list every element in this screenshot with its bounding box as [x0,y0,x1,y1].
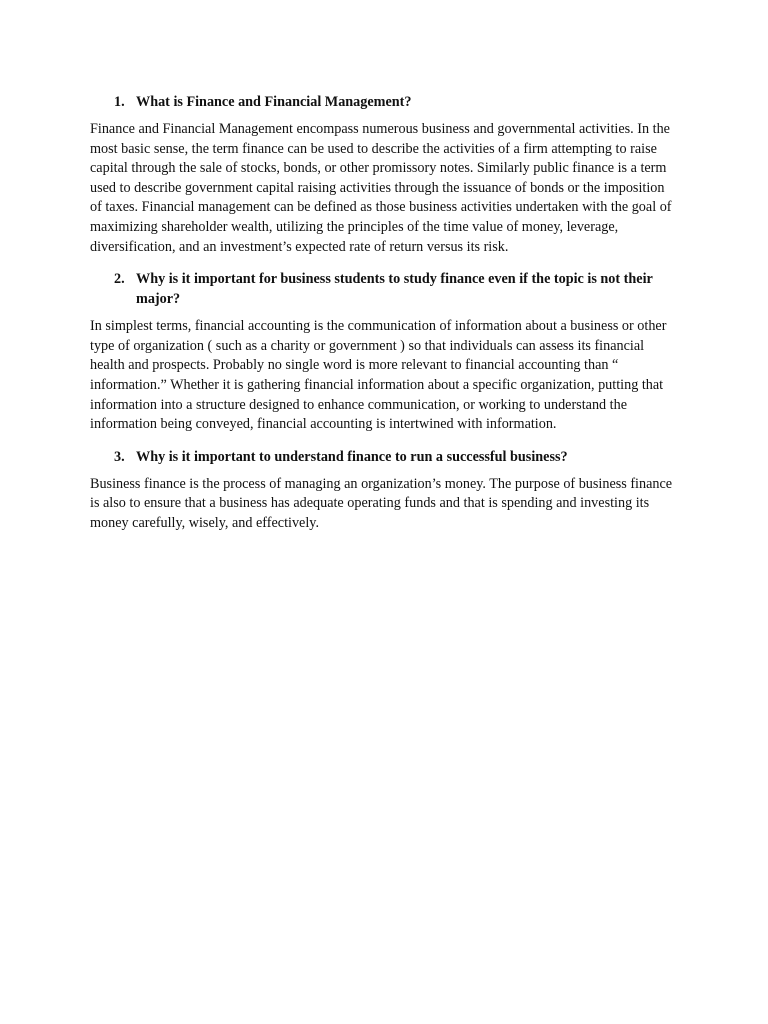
question-text: Why is it important for business students to study finance even if the topic is not their major? [136,271,653,308]
question-heading [90,92,678,112]
question-heading [90,447,678,467]
document-page [90,92,678,546]
answer-paragraph: Finance and Financial Management encompass numerous business and governmental activities. In the most basic sense, the term finance can be used to describe the activities of a firm attempting to raise capital through the sale of stocks, bonds, or other promissory notes. Similarly public finance is a term used to describe government capital raising activities through the issuance of bonds or the imposition of taxes. Financial management can be defined as those business activities undertaken with the goal of maximizing shareholder wealth, utilizing the principles of the time value of money, leverage, diversification, and an investment’s expected rate of return versus its risk. [90,121,672,255]
section-1 [90,92,678,257]
question-heading [90,269,678,309]
question-text: Why is it important to understand finance to run a successful business? [136,448,568,465]
question-number: 1. [114,94,125,110]
question-number: 3. [114,448,125,465]
section-3 [90,447,678,534]
question-text: What is Finance and Financial Management? [136,94,412,110]
section-2 [90,269,678,435]
question-number: 2. [114,271,125,288]
answer-paragraph: In simplest terms, financial accounting is the communication of information about a business or other type of organization ( such as a charity or government ) so that individuals can assess its financial health and prospects. Probably no single word is more relevant to financial accounting than “ information.” Whether it is gathering financial information about a specific organization, putting that information into a structure designed to enhance communication, or working to understand the information being conveyed, financial accounting is intertwined with information. [90,318,667,433]
answer-paragraph: Business finance is the process of managing an organization’s money. The purpose of business finance is also to ensure that a business has adequate operating funds and that is spending and investing its money carefully, wisely, and effectively. [90,475,673,531]
